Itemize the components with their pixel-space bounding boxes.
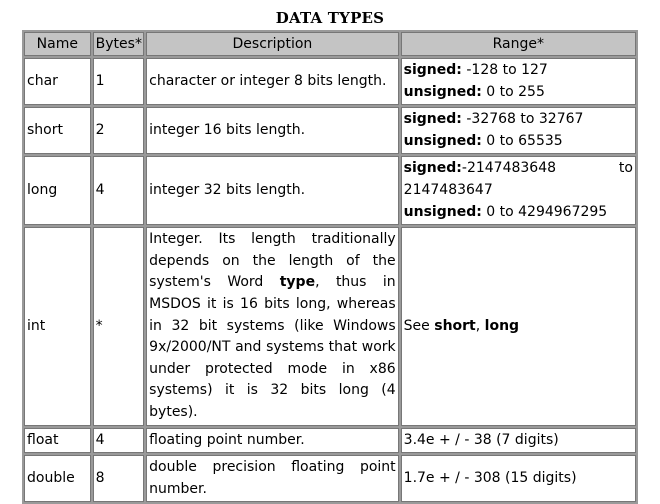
type-description: double precision floating point number. [146, 455, 399, 502]
unsigned-label: unsigned: [403, 203, 482, 220]
type-bytes: 2 [93, 107, 145, 154]
type-name: int [24, 227, 91, 425]
type-description: integer 16 bits length. [146, 107, 399, 154]
type-name: long [24, 156, 91, 225]
type-range: 1.7e + / - 308 (15 digits) [401, 455, 636, 502]
column-header-description: Description [146, 32, 399, 56]
type-bytes: 1 [93, 58, 145, 105]
data-types-table [22, 30, 638, 504]
type-description [146, 227, 399, 425]
type-description: floating point number. [146, 428, 399, 454]
signed-label: signed: [403, 111, 462, 128]
type-description: integer 32 bits length. [146, 156, 399, 225]
type-bytes: 8 [93, 455, 145, 502]
type-range [401, 107, 636, 154]
type-bytes: * [93, 227, 145, 425]
type-range: 3.4e + / - 38 (7 digits) [401, 428, 636, 454]
signed-range: -32768 to 32767 [461, 111, 584, 128]
signed-label: signed: [403, 62, 462, 78]
signed-range: -2147483648 to 2147483647 [403, 160, 633, 198]
table-row [24, 107, 636, 154]
column-header-bytes: Bytes* [93, 32, 145, 56]
unsigned-label: unsigned: [403, 83, 482, 100]
table-row [24, 156, 636, 225]
type-bytes: 4 [93, 156, 145, 225]
type-bytes: 4 [93, 428, 145, 454]
range-separator: , [475, 317, 485, 334]
unsigned-range: 0 to 4294967295 [481, 203, 608, 220]
type-name: float [24, 428, 91, 454]
range-ref-long: long [484, 317, 520, 334]
page-title: DATA TYPES [275, 9, 385, 27]
description-text: , thus in MSDOS it is 16 bits long, whereas in 32 bit systems (like Windows 9x/2000/NT and systems that work under protected mode in x86 systems) it is 32 bits long (4 bytes). [149, 274, 396, 420]
signed-label: signed: [403, 160, 462, 177]
table-row [24, 455, 636, 502]
table-row [24, 428, 636, 454]
table-row [24, 58, 636, 105]
column-header-name: Name [24, 32, 91, 56]
type-name: double [24, 455, 91, 502]
column-header-range: Range* [401, 32, 636, 56]
table-row [24, 227, 636, 425]
type-range [401, 58, 636, 105]
unsigned-range: 0 to 255 [481, 83, 545, 100]
type-name: char [24, 58, 91, 105]
type-description: character or integer 8 bits length. [146, 58, 399, 105]
type-name: short [24, 107, 91, 154]
table-header-row [24, 32, 636, 56]
description-text: Integer. Its length traditionally depends on the length of the system's Word [149, 231, 396, 291]
signed-range: -128 to 127 [461, 62, 548, 78]
description-keyword: type [279, 274, 316, 291]
range-ref-short: short [434, 317, 476, 334]
range-prefix: See [403, 317, 435, 334]
unsigned-label: unsigned: [403, 132, 482, 149]
type-range [401, 227, 636, 425]
type-range [401, 156, 636, 225]
unsigned-range: 0 to 65535 [481, 132, 563, 149]
